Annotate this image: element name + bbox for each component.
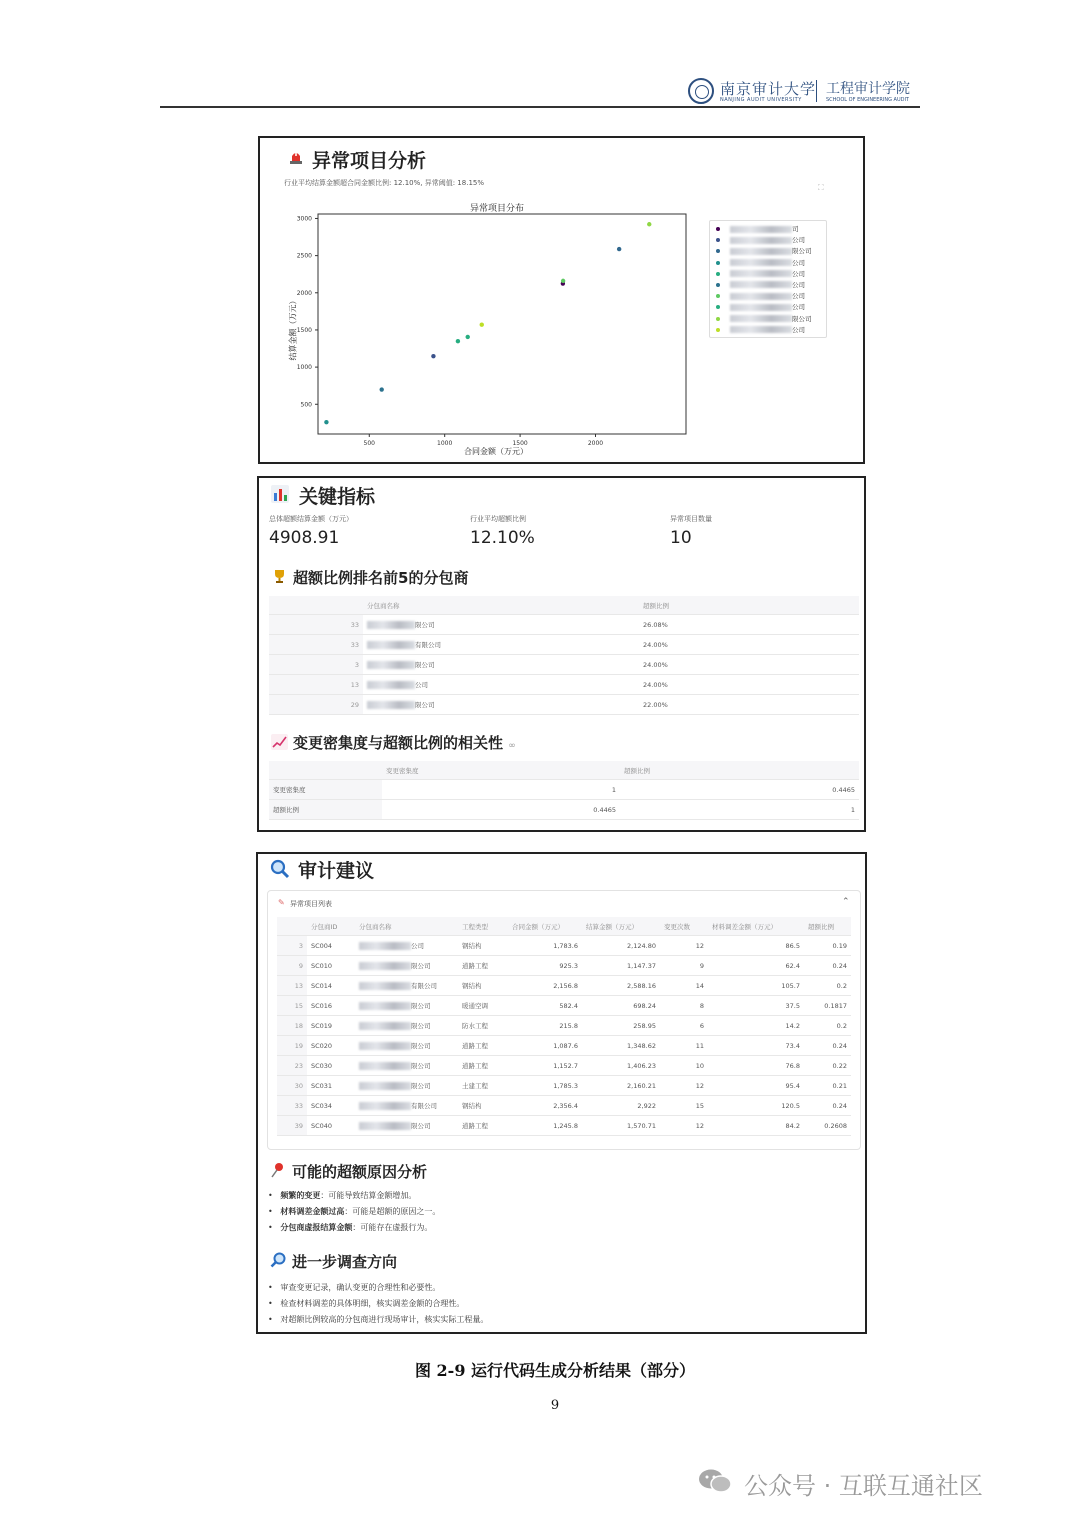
top5-table <box>269 596 859 715</box>
figure-caption: 图 2-9 运行代码生成分析结果（部分） <box>414 1361 696 1380</box>
metric-value: 10 <box>670 528 692 548</box>
metric-label: 总体超额结算金额（万元） <box>269 515 353 523</box>
redacted-text <box>730 293 792 300</box>
column-header: 材料调差金额（万元） <box>708 917 804 936</box>
id-cell: SC031 <box>307 1076 355 1096</box>
material-cell: 76.8 <box>708 1056 804 1076</box>
row-index: 39 <box>277 1116 307 1136</box>
name-suffix: 限公司 <box>415 661 435 669</box>
ratio-cell: 26.08% <box>639 615 859 635</box>
reason-label: 频繁的变更 <box>280 1191 321 1200</box>
corr-title-text: 变更密集度与超额比例的相关性 <box>293 734 504 752</box>
changes-cell: 12 <box>660 1116 708 1136</box>
row-index: 13 <box>277 976 307 996</box>
scatter-point <box>431 354 435 358</box>
collapse-caret-icon[interactable]: ⌃ <box>842 897 850 907</box>
row-index: 3 <box>277 936 307 956</box>
legend-marker <box>716 283 720 287</box>
id-cell: SC020 <box>307 1036 355 1056</box>
metric-anomaly-count <box>670 514 712 548</box>
corr-table <box>269 761 859 820</box>
y-tick-label: 2500 <box>296 252 312 260</box>
material-cell: 84.2 <box>708 1116 804 1136</box>
settle-cell: 258.95 <box>582 1016 660 1036</box>
contract-cell: 925.3 <box>508 956 582 976</box>
audit-panel <box>256 852 867 1334</box>
ratio-cell: 0.24 <box>804 956 851 976</box>
column-header: 分包商ID <box>307 917 355 936</box>
name-suffix: 限公司 <box>411 1002 431 1010</box>
redacted-text <box>730 304 792 311</box>
settle-cell: 1,570.71 <box>582 1116 660 1136</box>
redacted-text <box>730 259 792 266</box>
material-cell: 62.4 <box>708 956 804 976</box>
column-header: 超额比例 <box>804 917 851 936</box>
settle-cell: 1,348.62 <box>582 1036 660 1056</box>
metric-value: 4908.91 <box>269 528 340 548</box>
table-row <box>277 1016 851 1036</box>
magnifier-icon <box>270 859 290 879</box>
type-cell: 钢结构 <box>458 936 508 956</box>
ratio-cell: 0.22 <box>804 1056 851 1076</box>
redacted-text <box>730 281 792 288</box>
table-row <box>269 655 859 675</box>
y-tick-label: 2000 <box>296 289 312 297</box>
legend-marker <box>716 249 720 253</box>
redacted-text <box>367 701 415 709</box>
redacted-text <box>730 270 792 277</box>
redacted-text <box>730 226 792 233</box>
header-rule <box>160 106 920 108</box>
settle-cell: 698.24 <box>582 996 660 1016</box>
changes-cell: 11 <box>660 1036 708 1056</box>
ratio-cell: 0.24 <box>804 1096 851 1116</box>
row-index: 19 <box>277 1036 307 1056</box>
metric-value: 12.10% <box>470 528 535 548</box>
contract-cell: 1,152.7 <box>508 1056 582 1076</box>
name-suffix: 限公司 <box>411 1022 431 1030</box>
material-cell: 37.5 <box>708 996 804 1016</box>
further-title: 进一步调查方向 <box>292 1253 398 1271</box>
column-header: 工程类型 <box>458 917 508 936</box>
type-cell: 钢结构 <box>458 1096 508 1116</box>
name-suffix: 公司 <box>415 681 428 689</box>
row-index: 33 <box>269 635 363 655</box>
legend-label: 限公司 <box>792 314 812 323</box>
name-cell <box>363 675 639 695</box>
school-name-en: SCHOOL OF ENGINEERING AUDIT <box>826 97 909 103</box>
watermark: 公众号 · 互联互通社区 <box>744 1472 983 1500</box>
name-suffix: 限公司 <box>415 701 435 709</box>
legend-entry <box>716 269 826 280</box>
page-number: 9 <box>550 1398 560 1413</box>
legend-entry <box>716 302 826 313</box>
id-cell: SC034 <box>307 1096 355 1116</box>
row-index: 23 <box>277 1056 307 1076</box>
type-cell: 土建工程 <box>458 1076 508 1096</box>
pushpin-icon <box>270 1162 285 1178</box>
legend-entry <box>716 325 826 336</box>
id-cell: SC019 <box>307 1016 355 1036</box>
corr-title <box>293 732 516 753</box>
changes-cell: 14 <box>660 976 708 996</box>
legend-label: 公司 <box>792 269 805 278</box>
table-row <box>269 635 859 655</box>
name-suffix: 限公司 <box>415 621 435 629</box>
contract-cell: 1,783.6 <box>508 936 582 956</box>
ratio-cell: 0.2 <box>804 1016 851 1036</box>
ratio-cell: 0.21 <box>804 1076 851 1096</box>
wechat-icon <box>698 1468 732 1494</box>
column-header: 变更次数 <box>660 917 708 936</box>
reason-text: ：可能是超额的原因之一。 <box>344 1207 441 1216</box>
material-cell: 105.7 <box>708 976 804 996</box>
name-suffix: 限公司 <box>411 1062 431 1070</box>
table-row <box>277 1116 851 1136</box>
metrics-panel <box>257 476 866 832</box>
row-index: 13 <box>269 675 363 695</box>
name-suffix: 限公司 <box>411 1082 431 1090</box>
ratio-cell: 24.00% <box>639 655 859 675</box>
redacted-text <box>359 1082 411 1090</box>
settle-cell: 2,922 <box>582 1096 660 1116</box>
name-cell <box>355 996 458 1016</box>
table-row <box>277 1076 851 1096</box>
reason-text: ：可能存在虚报行为。 <box>352 1223 433 1232</box>
scatter-point <box>480 322 484 326</box>
legend-entry <box>716 235 826 246</box>
row-index: 15 <box>277 996 307 1016</box>
name-cell <box>355 1036 458 1056</box>
row-index: 18 <box>277 1016 307 1036</box>
anomaly-title: 异常项目分析 <box>312 150 427 172</box>
list-item-text: 审查变更记录，确认变更的合理性和必要性。 <box>280 1283 441 1292</box>
name-cell <box>355 1076 458 1096</box>
ratio-cell: 0.2 <box>804 976 851 996</box>
redacted-text <box>359 1102 411 1110</box>
list-item: • 对超额比例较高的分包商进行现场审计，核实实际工程量。 <box>268 1315 489 1324</box>
id-cell: SC010 <box>307 956 355 976</box>
legend-label: 公司 <box>792 292 805 301</box>
name-cell <box>355 976 458 996</box>
y-tick-label: 1000 <box>296 364 312 372</box>
settle-cell: 2,588.16 <box>582 976 660 996</box>
legend-entry <box>716 280 826 291</box>
table-row <box>277 936 851 956</box>
x-tick-label: 1500 <box>512 440 528 447</box>
settle-cell: 2,160.21 <box>582 1076 660 1096</box>
university-seal-logo <box>688 78 714 104</box>
school-name-cn: 工程审计学院 <box>826 81 910 97</box>
ratio-cell: 22.00% <box>639 695 859 715</box>
plot-area <box>318 214 686 434</box>
type-cell: 道路工程 <box>458 956 508 976</box>
expander-header[interactable] <box>268 891 860 915</box>
metric-label: 行业平均超额比例 <box>470 515 526 523</box>
legend-marker <box>716 272 720 276</box>
x-axis-label: 合同金额（万元） <box>464 447 528 456</box>
row-index: 30 <box>277 1076 307 1096</box>
table-row <box>269 675 859 695</box>
y-tick-label: 1500 <box>296 326 312 334</box>
trophy-icon <box>272 569 287 584</box>
value-cell: 1 <box>382 780 620 800</box>
legend-marker <box>716 305 720 309</box>
redacted-text <box>730 326 792 333</box>
reason-label: 材料调差金额过高 <box>280 1207 345 1216</box>
list-item-text: 对超额比例较高的分包商进行现场审计，核实实际工程量。 <box>280 1315 489 1324</box>
table-row <box>269 800 859 820</box>
redacted-text <box>730 237 792 244</box>
redacted-text <box>359 1062 411 1070</box>
fullscreen-button[interactable]: ⛶ <box>818 183 824 192</box>
scatter-point <box>380 387 384 391</box>
id-cell: SC014 <box>307 976 355 996</box>
table-row <box>269 780 859 800</box>
row-label: 超额比例 <box>269 800 382 820</box>
ratio-cell: 0.1817 <box>804 996 851 1016</box>
list-item: • 频繁的变更：可能导致结算金额增加。 <box>268 1191 417 1200</box>
reasons-title: 可能的超额原因分析 <box>292 1163 428 1181</box>
id-cell: SC016 <box>307 996 355 1016</box>
legend-label: 公司 <box>792 258 805 267</box>
redacted-text <box>359 1122 411 1130</box>
legend-entry <box>716 258 826 269</box>
name-cell <box>355 1116 458 1136</box>
anchor-link-icon[interactable]: ∞ <box>508 741 516 751</box>
further-list <box>268 1282 488 1330</box>
settle-cell: 2,124.80 <box>582 936 660 956</box>
id-cell: SC004 <box>307 936 355 956</box>
redacted-text <box>730 248 792 255</box>
name-cell <box>355 1096 458 1116</box>
x-tick-label: 1000 <box>437 440 453 447</box>
contract-cell: 2,156.8 <box>508 976 582 996</box>
ratio-cell: 24.00% <box>639 635 859 655</box>
legend-marker <box>716 328 720 332</box>
material-cell: 120.5 <box>708 1096 804 1116</box>
name-cell <box>355 956 458 976</box>
redacted-text <box>359 962 411 970</box>
name-suffix: 有限公司 <box>411 1102 437 1110</box>
redacted-text <box>359 942 411 950</box>
pin-icon: ✎ <box>278 898 285 907</box>
contract-cell: 2,356.4 <box>508 1096 582 1116</box>
metric-total <box>269 514 353 548</box>
material-cell: 14.2 <box>708 1016 804 1036</box>
scatter-point <box>561 279 565 283</box>
name-cell <box>363 655 639 675</box>
material-cell: 73.4 <box>708 1036 804 1056</box>
settle-cell: 1,406.23 <box>582 1056 660 1076</box>
ratio-cell: 0.2608 <box>804 1116 851 1136</box>
top5-title: 超额比例排名前5的分包商 <box>293 569 469 587</box>
list-item: • 检查材料调差的具体明细，核实调差金额的合理性。 <box>268 1299 465 1308</box>
chart-increasing-icon <box>271 734 288 750</box>
ratio-cell: 24.00% <box>639 675 859 695</box>
name-suffix: 有限公司 <box>411 982 437 990</box>
redacted-text <box>367 661 415 669</box>
legend-marker <box>716 227 720 231</box>
contract-cell: 1,087.6 <box>508 1036 582 1056</box>
value-cell: 0.4465 <box>382 800 620 820</box>
contract-cell: 1,785.3 <box>508 1076 582 1096</box>
list-item: • 分包商虚报结算金额：可能存在虚报行为。 <box>268 1223 433 1232</box>
list-item-text: 检查材料调差的具体明细，核实调差金额的合理性。 <box>280 1299 465 1308</box>
university-name-cn: 南京审计大学 <box>720 80 817 98</box>
contract-cell: 215.8 <box>508 1016 582 1036</box>
material-cell: 86.5 <box>708 936 804 956</box>
column-header: 分包商名称 <box>355 917 458 936</box>
legend-label: 公司 <box>792 280 805 289</box>
scatter-point <box>324 420 328 424</box>
anomaly-table <box>277 917 851 1136</box>
type-cell: 道路工程 <box>458 1116 508 1136</box>
y-tick-label: 500 <box>300 401 312 409</box>
x-tick-label: 2000 <box>587 440 604 447</box>
table-row <box>277 996 851 1016</box>
table-row <box>277 1036 851 1056</box>
chart-legend <box>709 220 827 338</box>
name-suffix: 限公司 <box>411 962 431 970</box>
material-cell: 95.4 <box>708 1076 804 1096</box>
legend-entry <box>716 246 826 257</box>
legend-marker <box>716 294 720 298</box>
name-cell <box>363 635 639 655</box>
value-cell: 1 <box>620 800 859 820</box>
ratio-cell: 0.24 <box>804 1036 851 1056</box>
chart-title: 异常项目分布 <box>470 204 525 214</box>
changes-cell: 12 <box>660 936 708 956</box>
redacted-text <box>359 1002 411 1010</box>
legend-label: 公司 <box>792 236 805 245</box>
legend-marker <box>716 238 720 242</box>
changes-cell: 15 <box>660 1096 708 1116</box>
settle-cell: 1,147.37 <box>582 956 660 976</box>
legend-entry <box>716 224 826 235</box>
logo-divider <box>816 80 817 102</box>
reason-text: ：可能导致结算金额增加。 <box>320 1191 417 1200</box>
changes-cell: 9 <box>660 956 708 976</box>
type-cell: 道路工程 <box>458 1056 508 1076</box>
contract-cell: 1,245.8 <box>508 1116 582 1136</box>
redacted-text <box>367 621 415 629</box>
row-index: 29 <box>269 695 363 715</box>
name-cell <box>363 695 639 715</box>
column-header: 超额比例 <box>639 596 859 615</box>
scatter-point <box>466 335 470 339</box>
redacted-text <box>359 1042 411 1050</box>
name-cell <box>355 1016 458 1036</box>
type-cell: 道路工程 <box>458 1036 508 1056</box>
redacted-text <box>359 1022 411 1030</box>
contract-cell: 582.4 <box>508 996 582 1016</box>
table-row <box>277 956 851 976</box>
row-index: 33 <box>277 1096 307 1116</box>
name-cell <box>355 936 458 956</box>
bar-chart-icon <box>271 485 289 503</box>
type-cell: 钢结构 <box>458 976 508 996</box>
legend-entry <box>716 314 826 325</box>
metric-avg-ratio <box>470 514 535 548</box>
column-header: 超额比例 <box>620 761 859 780</box>
table-row <box>277 1056 851 1076</box>
anomaly-list-expander <box>267 890 861 1150</box>
table-row <box>277 1096 851 1116</box>
redacted-text <box>359 982 411 990</box>
university-name-en: NANJING AUDIT UNIVERSITY <box>720 97 802 103</box>
legend-label: 公司 <box>792 325 805 334</box>
scatter-point <box>617 247 621 251</box>
name-suffix: 公司 <box>411 942 424 950</box>
redacted-text <box>367 641 415 649</box>
id-cell: SC040 <box>307 1116 355 1136</box>
metrics-title: 关键指标 <box>299 486 376 508</box>
list-item: • 材料调差金额过高：可能是超额的原因之一。 <box>268 1207 441 1216</box>
column-header: 分包商名称 <box>363 596 639 615</box>
name-suffix: 限公司 <box>411 1122 431 1130</box>
value-cell: 0.4465 <box>620 780 859 800</box>
id-cell: SC030 <box>307 1056 355 1076</box>
scatter-point <box>647 222 651 226</box>
column-header: 结算金额（万元） <box>582 917 660 936</box>
y-tick-label: 3000 <box>296 215 312 223</box>
row-index: 3 <box>269 655 363 675</box>
anomaly-subtitle: 行业平均结算金额超合同金额比例: 12.10%, 异常阈值: 18.15% <box>284 179 484 187</box>
row-index: 33 <box>269 615 363 635</box>
column-header: 变更密集度 <box>382 761 620 780</box>
metric-label: 异常项目数量 <box>670 515 712 523</box>
table-row <box>269 695 859 715</box>
y-axis-label: 结算金额（万元） <box>288 296 298 361</box>
name-suffix: 限公司 <box>411 1042 431 1050</box>
scatter-point <box>456 339 460 343</box>
row-label: 变更密集度 <box>269 780 382 800</box>
row-index: 9 <box>277 956 307 976</box>
list-item: • 审查变更记录，确认变更的合理性和必要性。 <box>268 1283 441 1292</box>
changes-cell: 10 <box>660 1056 708 1076</box>
anomaly-panel <box>258 136 865 464</box>
reason-label: 分包商虚报结算金额 <box>280 1223 353 1232</box>
column-header: 合同金额（万元） <box>508 917 582 936</box>
expander-label: 异常项目列表 <box>290 900 332 908</box>
search-right-icon <box>270 1252 286 1268</box>
audit-title: 审计建议 <box>298 860 375 882</box>
changes-cell: 8 <box>660 996 708 1016</box>
name-cell <box>363 615 639 635</box>
type-cell: 防水工程 <box>458 1016 508 1036</box>
legend-label: 公司 <box>792 303 805 312</box>
legend-entry <box>716 291 826 302</box>
table-row <box>277 976 851 996</box>
name-cell <box>355 1056 458 1076</box>
ratio-cell: 0.19 <box>804 936 851 956</box>
reasons-list <box>268 1190 440 1238</box>
table-row <box>269 615 859 635</box>
redacted-text <box>367 681 415 689</box>
name-suffix: 有限公司 <box>415 641 441 649</box>
x-tick-label: 500 <box>363 440 376 447</box>
legend-marker <box>716 261 720 265</box>
legend-marker <box>716 317 720 321</box>
type-cell: 暖通空调 <box>458 996 508 1016</box>
changes-cell: 6 <box>660 1016 708 1036</box>
changes-cell: 12 <box>660 1076 708 1096</box>
legend-label: 司 <box>792 225 799 233</box>
redacted-text <box>730 315 792 322</box>
legend-label: 限公司 <box>792 247 812 256</box>
